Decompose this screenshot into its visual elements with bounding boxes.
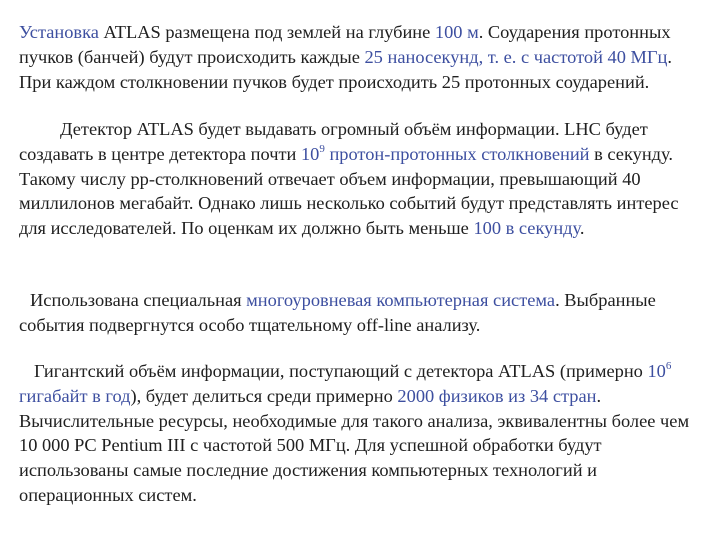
- highlight-depth: 100 м: [434, 22, 479, 42]
- paragraph-computing: [19, 359, 691, 508]
- paragraph-data-volume: [19, 117, 691, 241]
- highlight-power-base: 10: [300, 143, 320, 164]
- highlight-exponent: 6: [665, 359, 672, 372]
- text-segment: Детектор ATLAS будет выдавать огромный объём информации. LHC будет создавать в центре детектора почти: [19, 119, 648, 164]
- highlight-collision-rate: 25 наносекунд, т. е. с частотой 40 МГц: [364, 46, 668, 67]
- text-segment: ATLAS размещена под землей на глубине: [98, 22, 435, 42]
- paragraph-atlas-location: [19, 20, 691, 94]
- highlight-gigabytes-per-year: гигабайт в год: [19, 385, 131, 406]
- highlight-power-base: 10: [647, 361, 666, 381]
- highlight-multilevel-system: многоуровневая компьютерная система: [246, 290, 556, 310]
- highlight-physicists: 2000 физиков из 34 стран: [397, 385, 597, 406]
- text-segment: . При каждом столкновении пучков будет происходить 25 протонных соударений.: [19, 46, 672, 92]
- highlight-proton-collisions: протон-протонных столкновений: [324, 143, 590, 164]
- text-segment: .: [579, 218, 585, 239]
- paragraph-trigger-system: [19, 288, 691, 338]
- highlight-installation: Установка: [19, 22, 99, 42]
- text-segment: Гигантский объём информации, поступающий с детектора ATLAS (примерно: [34, 361, 648, 381]
- text-segment: ), будет делиться среди примерно: [130, 385, 398, 406]
- highlight-event-rate: 100 в секунду: [473, 218, 580, 239]
- text-segment: . Соударения протонных пучков (банчей) будут происходить каждые: [19, 22, 671, 67]
- text-segment: . Выбранные события подвергнутся особо тщательному off-line анализу.: [19, 290, 656, 335]
- highlight-exponent: 9: [319, 142, 325, 155]
- text-segment: в секунду. Такому числу pp-столкновений отвечает объем информации, превышающий 40 миллилонов мегабайт. Однако лишь несколько событий будут представлять интерес для исследователей. По оценкам их должно быть меньше: [19, 143, 679, 239]
- text-segment: Использована специальная: [30, 290, 247, 310]
- text-segment: . Вычислительные ресурсы, необходимые для такого анализа, эквивалентны более чем 10 000 PC Pentium III с частотой 500 МГц. Для успешной обработки будут использованы самые последние достижения компьютерных технологий и операционных систем.: [19, 385, 690, 505]
